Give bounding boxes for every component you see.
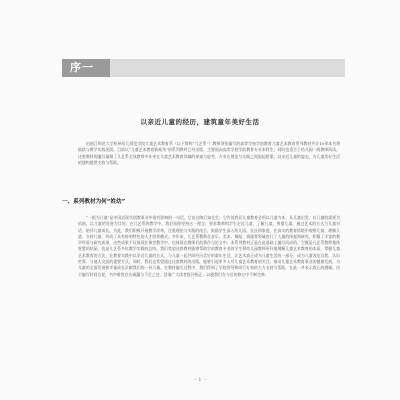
article-title: 以亲近儿童的经历，建筑童年美好生活 <box>140 118 260 126</box>
page-number: － 1 － <box>192 378 208 383</box>
body-paragraph: “一组为儿童”是中国近现代创教事业中很有影响的一句话，它出自陶行知先生。它告诉我们儿童教育必须以儿童为本，从儿童出发，以儿童的需要为依据，以儿童的发展为目的。在儿艺系的教学中，我们始终坚持这一理念，要求教师和学生走近儿童、了解儿童、尊重儿童，通过艺术的方式与儿童对话，陪伴儿童成长。为此，我们积极开展教学改革，注重理论与实践的结合，鼓励学生深入幼儿园、社区和家庭，在真实的教育情境中观察儿童、理解儿童、支持儿童，形成了具有鲜明特色的人才培养模式。多年来，儿艺系教师在音乐、美术、舞蹈、戏剧等领域进行了大量的探索和研究，积累了丰富的教学经验与研究成果，这些成果不仅体现在课堂教学中，也体现在教师们的著作与论文中。本系列教材正是在此基础上编写而成的，它既是儿艺系教师集体智慧的结晶，也是儿艺系多年教学实践的总结。我们希望这套教材能够帮助学前教育专业的学生和幼儿园教师更好地理解儿童艺术教育的本质，掌握儿童艺术教育的方法，在教育实践中以亲近儿童的方式，与儿童一起共同经历美好的童年生活，让艺术真正成为儿童生活的一部分，成为儿童表达自我、认识世界、与他人交流的重要方式。同时，我们也希望通过这套教材的出版，能够引起更多人对儿童艺术教育的关注，推动儿童艺术教育事业的健康发展，为儿童的全面发展和幸福成长贡献我们的一份力量。在教材编写过程中，我们得到了学院领导和同行专家的大力支持与帮助，在此一并表示衷心的感谢。由于编写时间仓促，书中难免存在疏漏与不足之处，恳请广大读者批评指正，以便我们在今后的修订中不断完善。 <box>78 215 340 277</box>
section-heading: 一、系列教材为何“姓幼” <box>62 199 126 205</box>
chapter-title: 序一 <box>70 61 94 74</box>
intro-paragraph: 由浙江师范大学杭州幼儿师范学院儿童艺术教育系（以下简称“儿艺系”）教师领衔编写的高等学校学前教育儿童艺术教育系列教材共计10余本书将陆续与教学实践见面。目前以“儿童艺术教育新视角”的系列教材已经出版，主要面向高等学校学前教育专业本科生，同时也适合于幼儿园一线教师阅读。这套教材的编写凝聚了儿艺系全体教师多年来在儿童艺术教育领域的探索与思考，力求在理论与实践之间架起桥梁，以亲近儿童的姿态，为儿童美好生活的建构提供支持与帮助。 <box>78 141 340 165</box>
